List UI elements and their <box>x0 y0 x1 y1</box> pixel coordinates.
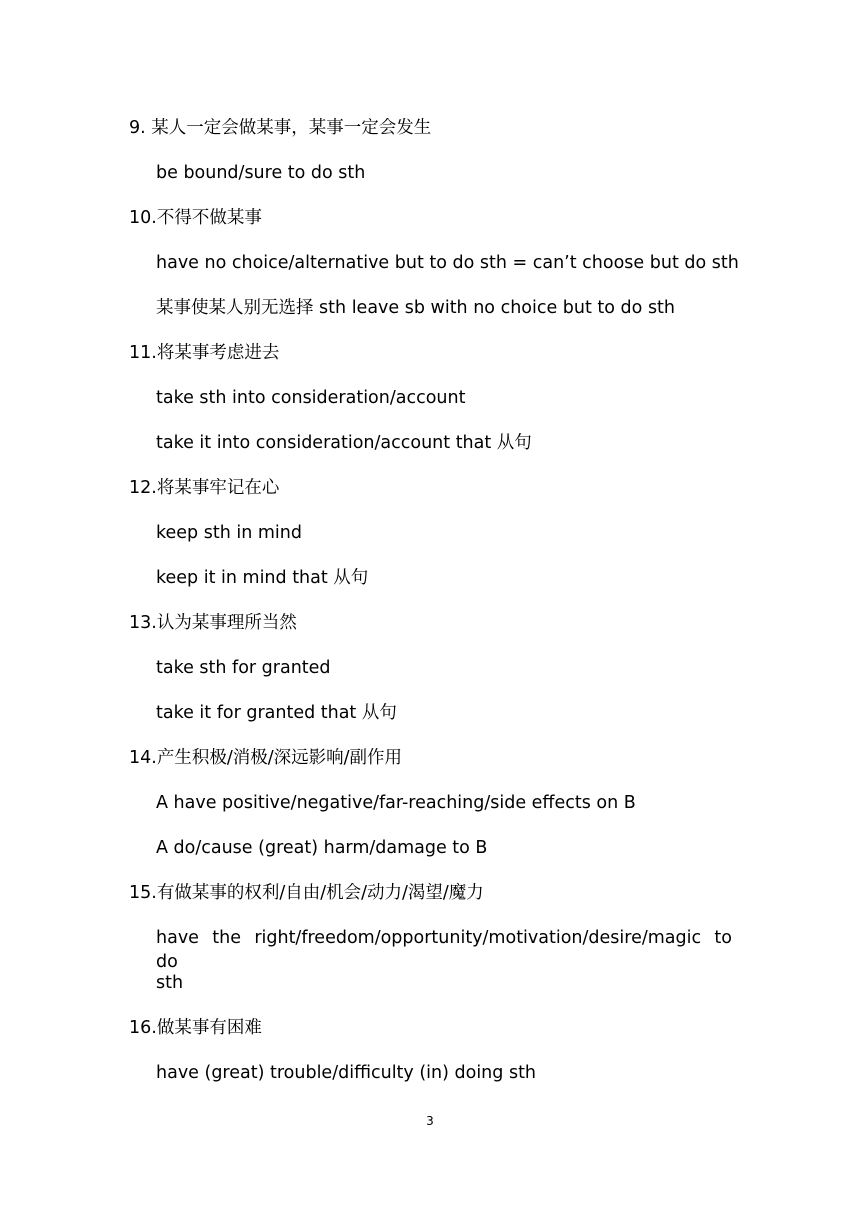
entry-15-line-1: have the right/freedom/opportunity/motivation/desire/magic to do <box>156 928 732 972</box>
entry-12-line-1: keep sth in mind <box>156 523 302 543</box>
entry-12-heading: 12.将某事牢记在心 <box>129 478 280 498</box>
entry-16-heading: 16.做某事有困难 <box>129 1018 262 1038</box>
entry-14-line-1: A have positive/negative/far-reaching/side effects on B <box>156 793 636 813</box>
entry-14-line-2: A do/cause (great) harm/damage to B <box>156 838 488 858</box>
entry-15-line-2: sth <box>156 973 184 993</box>
entry-16-line-1: have (great) trouble/difficulty (in) doing sth <box>156 1063 537 1083</box>
entry-12-line-2: keep it in mind that 从句 <box>156 568 369 588</box>
entry-10-line-2: 某事使某人别无选择 sth leave sb with no choice but to do sth <box>156 298 676 318</box>
page-number: 3 <box>426 1114 434 1128</box>
entry-9-line-1: be bound/sure to do sth <box>156 163 366 183</box>
entry-11-line-2: take it into consideration/account that 从句 <box>156 433 532 453</box>
entry-15-heading: 15.有做某事的权利/自由/机会/动力/渴望/魔力 <box>129 883 484 903</box>
entry-14-heading: 14.产生积极/消极/深远影响/副作用 <box>129 748 403 768</box>
entry-13-line-1: take sth for granted <box>156 658 331 678</box>
entry-11-line-1: take sth into consideration/account <box>156 388 466 408</box>
entry-9-heading: 9. 某人一定会做某事，某事一定会发生 <box>129 118 432 138</box>
entry-13-line-2: take it for granted that 从句 <box>156 703 397 723</box>
entry-10-line-1: have no choice/alternative but to do sth = can’t choose but do sth <box>156 253 739 273</box>
entry-11-heading: 11.将某事考虑进去 <box>129 343 280 363</box>
entry-13-heading: 13.认为某事理所当然 <box>129 613 297 633</box>
entry-10-heading: 10.不得不做某事 <box>129 208 262 228</box>
